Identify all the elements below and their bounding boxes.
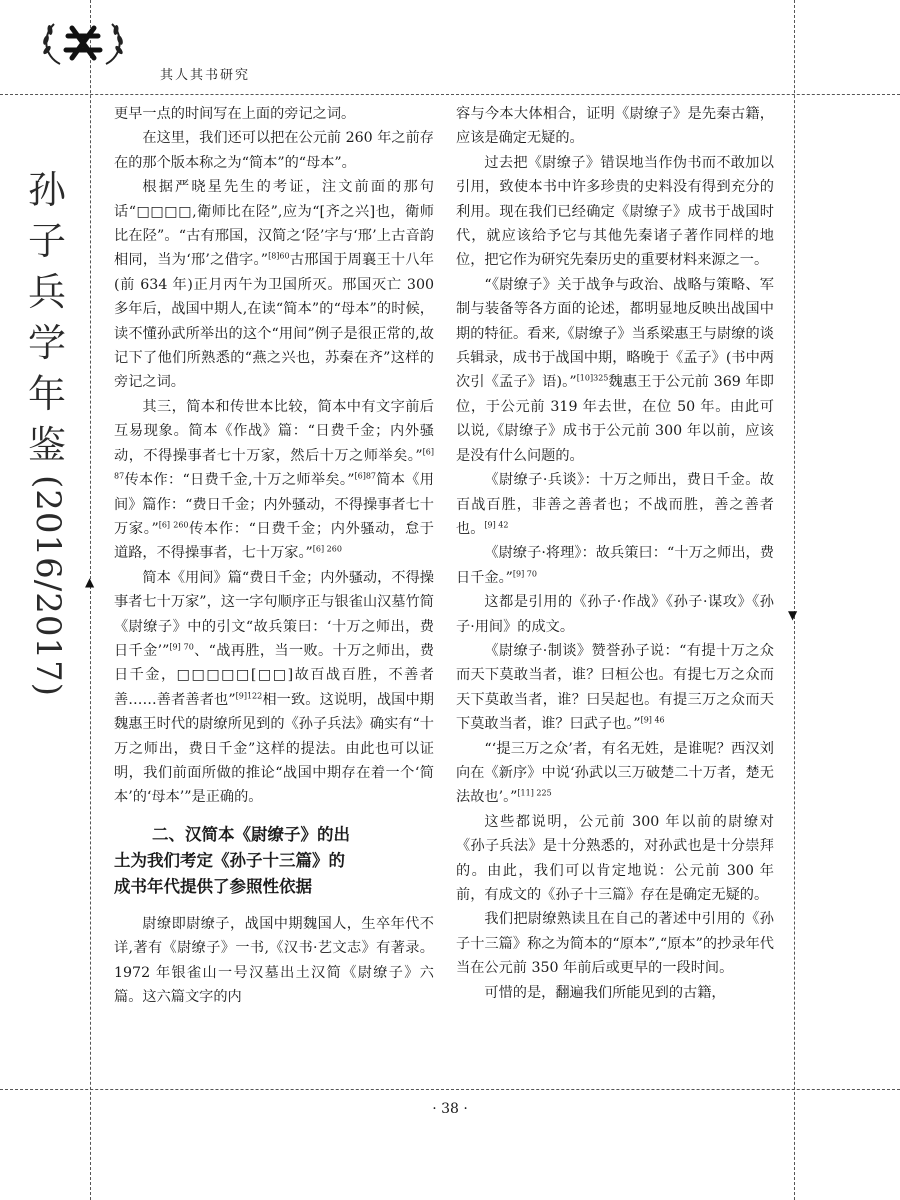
section-label: 其人其书研究 [160,68,251,83]
title-year: (2016/2017) [28,475,68,698]
citation: [11] 225 [517,788,552,798]
paragraph: 《尉缭子·兵谈》：十万之师出，费日千金。故百战百胜，非善之善者也；不战而胜，善之善者也。$^{[9] 42}$ [456,472,774,537]
title-char: 年 [27,372,66,416]
paragraph: 容与今本大体相合，证明《尉缭子》是先秦古籍，应该是确定无疑的。 [456,106,774,147]
right-margin-rule [794,0,795,1200]
citation: [9] 70 [169,642,194,652]
triangle-up-icon: ▲ [85,575,95,589]
triangle-down-icon: ▼ [788,608,798,622]
paragraph: “《尉缭子》关于战争与政治、战略与策略、军制与装备等各方面的论述，都明显地反映出战国中期的特征。看来,《尉缭子》当系梁惠王与尉缭的谈兵辑录，成书于战国中期，略晚于《孟子》(书中两次引《孟子》语)。”$^{[10]325}$魏惠王于公元前 369 年即位，于公元前 319 年去世，在位 50 年。由此可以说,《尉缭子》成书于公元前 300 年以前，应该是没有什么问题的。 [456,276,774,464]
paragraph: 更早一点的时间写在上面的旁记之词。 [114,106,356,122]
paragraph: 简本《用间》篇“费日千金；内外骚动，不得操事者七十万家”，这一字句顺序正与银雀山汉墓竹简《尉缭子》中的引文“故兵策曰：‘十万之师出，费日千金’”$^{[9] 70}$、“战再胜，当一败。十万之师出，费日千金，□□□□□[□□]故百战百胜，不善者善……善者善者也”$^{[9]122}$相一致。这说明，战国中期魏惠王时代的尉缭所见到的《孙子兵法》确实有“十万之师出，费日千金”这样的提法。由此也可以证明，我们前面所做的推论“战国中期存在着一个‘简本’的‘母本’”是正确的。 [114,569,434,806]
paragraph: 尉缭即尉缭子，战国中期魏国人，生卒年代不详,著有《尉缭子》一书,《汉书·艺文志》有著录。1972 年银雀山一号汉墓出土汉简《尉缭子》六篇。这六篇文字的内 [114,915,434,1005]
title-char: 兵 [27,270,66,314]
citation: [6] 87 [114,446,434,481]
paragraph: 我们把尉缭熟读且在自己的著述中引用的《孙子十三篇》称之为简本的“原本”,“原本”的抄录年代当在公元前 350 年前后或更早的一段时间。 [456,911,774,977]
citation: [9] 70 [512,568,537,578]
citation: [6]87 [354,471,376,481]
title-char: 鉴 [27,423,66,467]
paragraph: 根据严晓星先生的考证，注文前面的那句话“□□□□,衛师比在陉”,应为“[齐之兴]也，衛师比在陉”。“古有邢国，汉简之‘陉’字与‘邢’上古音韵相同，当为‘邢’之借字。”$^{[8]60}$古邢国于周襄王十八年(前 634 年)正月丙午为卫国所灭。邢国灭亡 300 多年后，战国中期人,在读“简本”的“母本”的时候，读不懂孙武所举出的这个“用间”例子是很正常的,故记下了他们所熟悉的“燕之兴也，苏秦在齐”这样的旁记之词。 [114,179,434,391]
title-char: 学 [27,321,66,365]
right-column [456,102,774,1005]
citation: [9] 42 [484,520,509,530]
header-rule [0,94,900,95]
paragraph: 可惜的是，翻遍我们所能见到的古籍， [484,984,726,1001]
citation: [8]60 [268,251,290,261]
paragraph: “‘提三万之众’者，有名无姓，是谁呢？西汉刘向在《新序》中说‘孙武以三万破楚二十万者，楚无法故也’。”$^{[11] 225}$ [456,740,774,806]
left-margin-rule [90,0,91,1200]
paragraph: 在这里，我们还可以把在公元前 260 年之前存在的那个版本称之为“简本”的“母本”。 [114,130,434,171]
title-char: 孙 [27,168,66,212]
citation: [10]325 [576,373,609,383]
title-char: 子 [27,219,66,263]
paragraph: 《尉缭子·制谈》赞誉孙子说：“有提十万之众而天下莫敢当者，谁？曰桓公也。有提七万之众而天下莫敢当者，谁？曰吴起也。有提三万之众而天下莫敢当者，谁？曰武子也。”$^{[9] 46}$ [456,642,774,733]
paragraph: 《尉缭子·将理》：故兵策曰：“十万之师出，费日千金。”$^{[9] 70}$ [456,545,774,586]
footer-rule [0,1089,900,1090]
section-heading: 二、汉简本《尉缭子》的出 土为我们考定《孙子十三篇》的 成书年代提供了参照性依据 [114,824,350,896]
journal-side-title [22,165,72,710]
citation: [6] 260 [312,544,342,554]
page-number: · 38 · [432,1101,468,1117]
paragraph: 过去把《尉缭子》错误地当作伪书而不敢加以引用，致使本书中许多珍贵的史料没有得到充分的利用。现在我们已经确定《尉缭子》成书于战国时代，就应该给予它与其他先秦诸子著作同样的地位，把它作为研究先秦历史的重要材料来源之一。 [456,154,774,269]
paragraph: 这都是引用的《孙子·作战》《孙子·谋攻》《孙子·用间》的成文。 [456,594,774,635]
citation: [9]122 [235,691,263,701]
left-column [114,102,434,1009]
paragraph: 其三，简本和传世本比较，简本中有文字前后互易现象。简本《作战》篇：“日费千金；内外骚动，不得操事者七十万家，然后十万之师举矣。”$^{[6] 87}$传本作：“日费千金,十万之师举矣。”$^{[6]87}$简本《用间》篇作：“费日千金；内外骚动，不得操事者七十万家。”$^{[6] 260}$传本作：“日费千金；内外骚动，怠于道路，不得操事者，七十万家。”$^{[6] 260}$ [114,398,434,562]
laurel-emblem-icon [38,18,128,70]
paragraph: 这些都说明，公元前 300 年以前的尉缭对《孙子兵法》是十分熟悉的，对孙武也是十分崇拜的。由此，我们可以肯定地说：公元前 300 年前，有成文的《孙子十三篇》存在是确定无疑的。 [456,813,774,903]
citation: [9] 46 [640,715,665,725]
citation: [6] 260 [158,520,189,530]
